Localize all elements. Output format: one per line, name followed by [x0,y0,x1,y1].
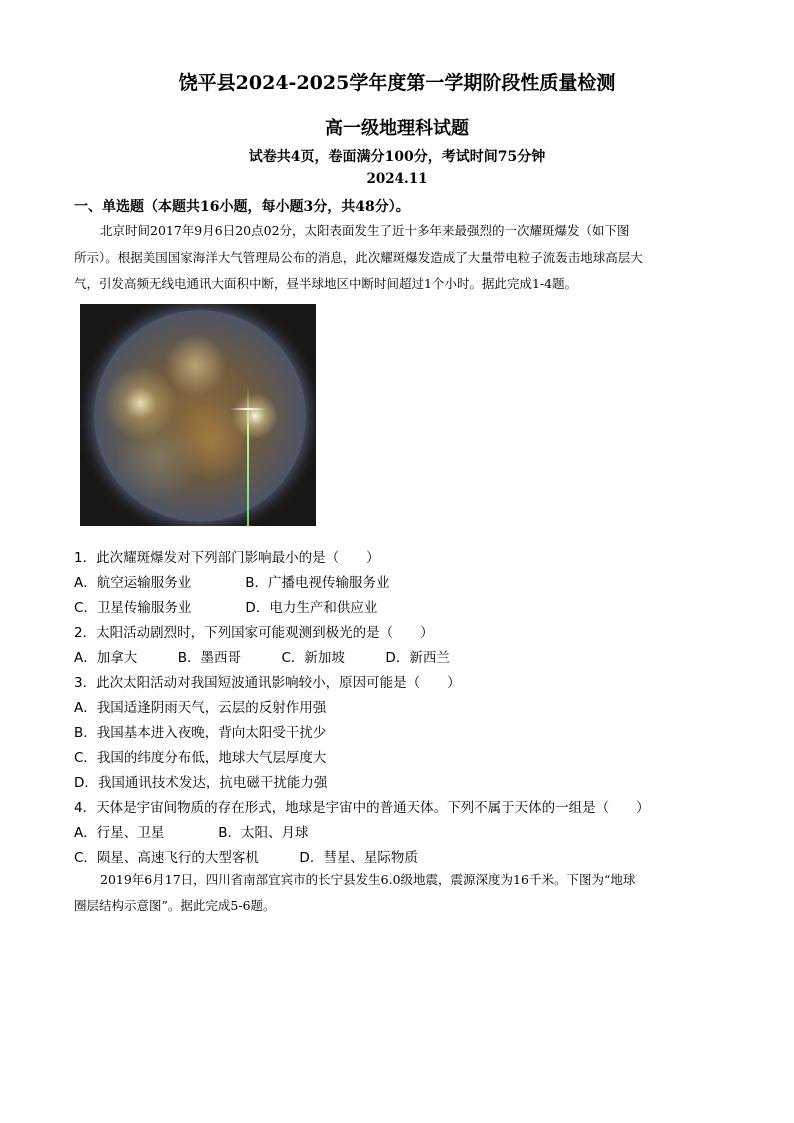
sun-disc [94,310,306,522]
question-3-option-b: B．我国基本进入夜晚，背向太阳受干扰少 [74,725,327,741]
question-1-options-row-2: C．卫星传输服务业 D．电力生产和供应业 [74,600,378,616]
solar-flare-image [80,304,316,526]
intro-line-1: 北京时间2017年9月6日20点02分，太阳表面发生了近十多年来最强烈的一次耀斑爆发（如下图 [100,223,630,238]
intro2-line-1: 2019年6月17日，四川省南部宜宾市的长宁县发生6.0级地震，震源深度为16千米。下图为“地球 [100,872,636,887]
question-3-stem: 3．此次太阳活动对我国短波通讯影响较小，原因可能是（ ） [74,675,461,691]
question-4-options-row-2: C．陨星、高速飞行的大型客机 D．彗星、星际物质 [74,850,418,866]
question-3-option-d: D．我国通讯技术发达，抗电磁干扰能力强 [74,775,328,791]
exam-date: 2024.11 [366,171,428,187]
intro-line-3: 气，引发高频无线电通讯大面积中断，昼半球地区中断时间超过1个小时。据此完成1-4题。 [74,276,578,291]
intro2-line-2: 圈层结构示意图”。据此完成5-6题。 [74,898,276,913]
flare-burst [230,408,266,410]
question-3-option-a: A．我国适逢阴雨天气，云层的反射作用强 [74,700,327,716]
question-2-options: A．加拿大 B．墨西哥 C．新加坡 D．新西兰 [74,650,450,666]
question-1-stem: 1．此次耀斑爆发对下列部门影响最小的是（ ） [74,550,380,566]
flare-ray [247,386,249,526]
question-4-options-row-1: A．行星、卫星 B．太阳、月球 [74,825,309,841]
exam-title: 饶平县2024-2025学年度第一学期阶段性质量检测 [178,72,616,94]
section-heading: 一、单选题（本题共16小题，每小题3分，共48分）。 [74,199,410,215]
intro-line-2: 所示）。根据美国国家海洋大气管理局公布的消息，此次耀斑爆发造成了大量带电粒子流轰击地球高层大 [74,250,643,265]
exam-info: 试卷共4页，卷面满分100分，考试时间75分钟 [248,149,546,165]
question-1-options-row-1: A．航空运输服务业 B．广播电视传输服务业 [74,575,390,591]
exam-subtitle: 高一级地理科试题 [325,118,469,139]
question-4-stem: 4．天体是宇宙间物质的存在形式，地球是宇宙中的普通天体。下列不属于天体的一组是（ ） [74,800,650,816]
question-2-stem: 2．太阳活动剧烈时，下列国家可能观测到极光的是（ ） [74,625,434,641]
question-3-option-c: C．我国的纬度分布低，地球大气层厚度大 [74,750,327,766]
